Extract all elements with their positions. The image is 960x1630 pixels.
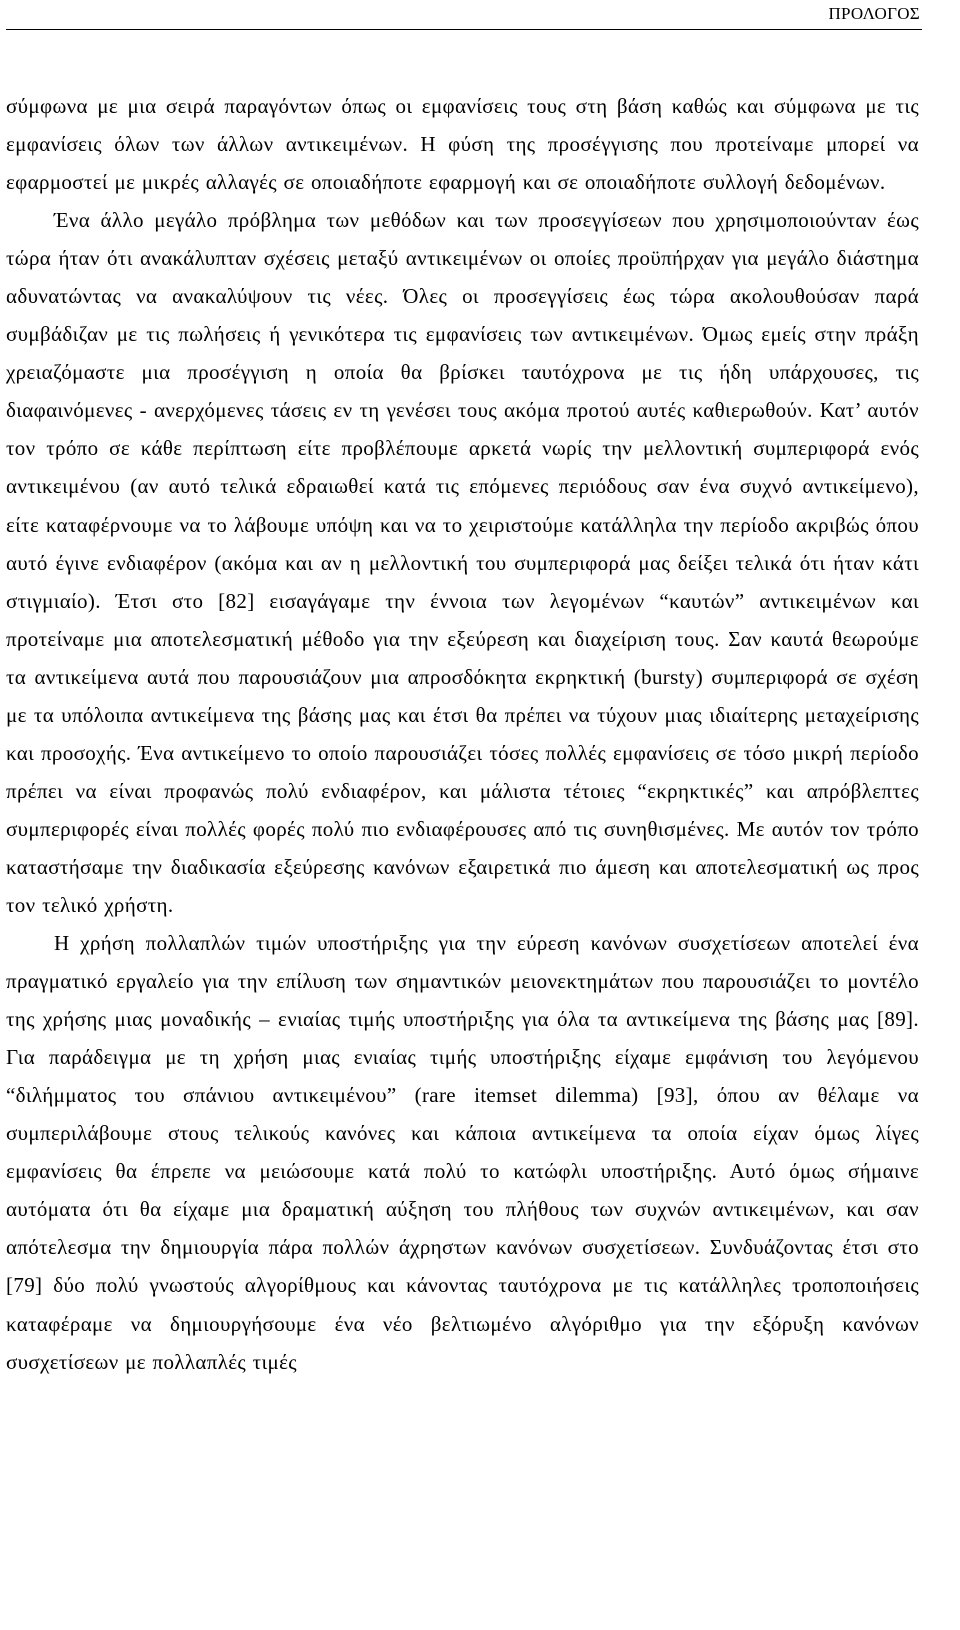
running-header: ΠΡΟΛΟΓΟΣ — [828, 4, 920, 23]
paragraph-continued: σύμφωνα με μια σειρά παραγόντων όπως οι εμφανίσεις τους στη βάση καθώς και σύμφωνα με τις εμφανίσεις όλων των άλλων αντικειμένων. Η φύση της προσέγγισης που προτείναμε μπορεί να εφαρμοστεί με μικρές αλλαγές σε οποιαδήποτε εφαρμογή και σε οποιαδήποτε συλλογή δεδομένων. — [6, 94, 919, 195]
page-body — [6, 87, 919, 1381]
header-divider — [6, 29, 922, 30]
paragraph-new-trends: Ένα άλλο μεγάλο πρόβλημα των μεθόδων και των προσεγγίσεων που χρησιμοποιούνταν έως τώρα ήταν ότι ανακάλυπταν σχέσεις μεταξύ αντικειμένων οι οποίες προϋπήρχαν για μεγάλο διάστημα αδυνατώντας να ανακαλύψουν τις νέες. Όλες οι προσεγγίσεις έως τώρα ακολουθούσαν παρά συμβάδιζαν με τις πωλήσεις ή γενικότερα τις εμφανίσεις των αντικειμένων. Όμως εμείς στην πράξη χρειαζόμαστε μια προσέγγιση η οποία θα βρίσκει ταυτόχρονα με τις ήδη υπάρχουσες, τις διαφαινόμενες - ανερχόμενες τάσεις εν τη γενέσει τους ακόμα προτού αυτές καθιερωθούν. Κατ’ αυτόν τον τρόπο σε κάθε περίπτωση είτε προβλέπουμε αρκετά νωρίς την μελλοντική συμπεριφορά ενός αντικειμένου (αν αυτό τελικά εδραιωθεί κατά τις επόμενες περιόδους σαν ένα συχνό αντικείμενο), είτε καταφέρνουμε να το λάβουμε υπόψη και να το χειριστούμε κατάλληλα την περίοδο ακριβώς όπου αυτό έγινε ενδιαφέρον (ακόμα και αν η μελλοντική του συμπεριφορά μας δείξει τελικά ότι ήταν κάτι στιγμιαίο). Έτσι στο [82] εισαγάγαμε την έννοια των λεγομένων “καυτών” αντικειμένων και προτείναμε μια αποτελεσματική μέθοδο για την εξεύρεση και διαχείριση τους. Σαν καυτά θεωρούμε τα αντικείμενα αυτά που παρουσιάζουν μια απροσδόκητα εκρηκτική (bursty) συμπεριφορά σε σχέση με τα υπόλοιπα αντικείμενα της βάσης μας και έτσι θα πρέπει να τύχουν μιας ιδιαίτερης μεταχείρισης και προσοχής. Ένα αντικείμενο το οποίο παρουσιάζει τόσες πολλές εμφανίσεις σε τόσο μικρή περίοδο πρέπει να είναι προφανώς πολύ ενδιαφέρον, και μάλιστα τέτοιες “εκρηκτικές” και απρόβλεπτες συμπεριφορές είναι πολλές φορές πολύ πιο ενδιαφέρουσες από τις συνηθισμένες. Με αυτόν τον τρόπο καταστήσαμε την διαδικασία εξεύρεσης κανόνων εξαιρετικά πιο άμεση και αποτελεσματική ως προς τον τελικό χρήστη. — [6, 208, 919, 917]
paragraph-multiple-support: Η χρήση πολλαπλών τιμών υποστήριξης για την εύρεση κανόνων συσχετίσεων αποτελεί ένα πραγματικό εργαλείο για την επίλυση των σημαντικών μειονεκτημάτων που παρουσιάζει το μοντέλο της χρήσης μιας μοναδικής – ενιαίας τιμής υποστήριξης για όλα τα αντικείμενα της βάσης μας [89]. Για παράδειγμα με τη χρήση μιας ενιαίας τιμής υποστήριξης είχαμε εμφάνιση του λεγόμενου “διλήμματος του σπάνιου αντικειμένου” (rare itemset dilemma) [93], όπου αν θέλαμε να συμπεριλάβουμε στους τελικούς κανόνες και κάποια αντικείμενα τα οποία είχαν όμως λίγες εμφανίσεις θα έπρεπε να μειώσουμε κατά πολύ το κατώφλι υποστήριξης. Αυτό όμως σήμαινε αυτόματα ότι θα είχαμε μια δραματική αύξηση του πλήθους των συχνών αντικειμένων, και σαν απότελεσμα την δημιουργία πάρα πολλών άχρηστων κανόνων συσχετίσεων. Συνδυάζοντας έτσι στο [79] δύο πολύ γνωστούς αλγορίθμους και κάνοντας ταυτόχρονα με τις κατάλληλες τροποποιήσεις καταφέραμε να δημιουργήσουμε ένα νέο βελτιωμένο αλγόριθμο για την εξόρυξη κανόνων συσχετίσεων με πολλαπλές τιμές — [6, 931, 919, 1374]
